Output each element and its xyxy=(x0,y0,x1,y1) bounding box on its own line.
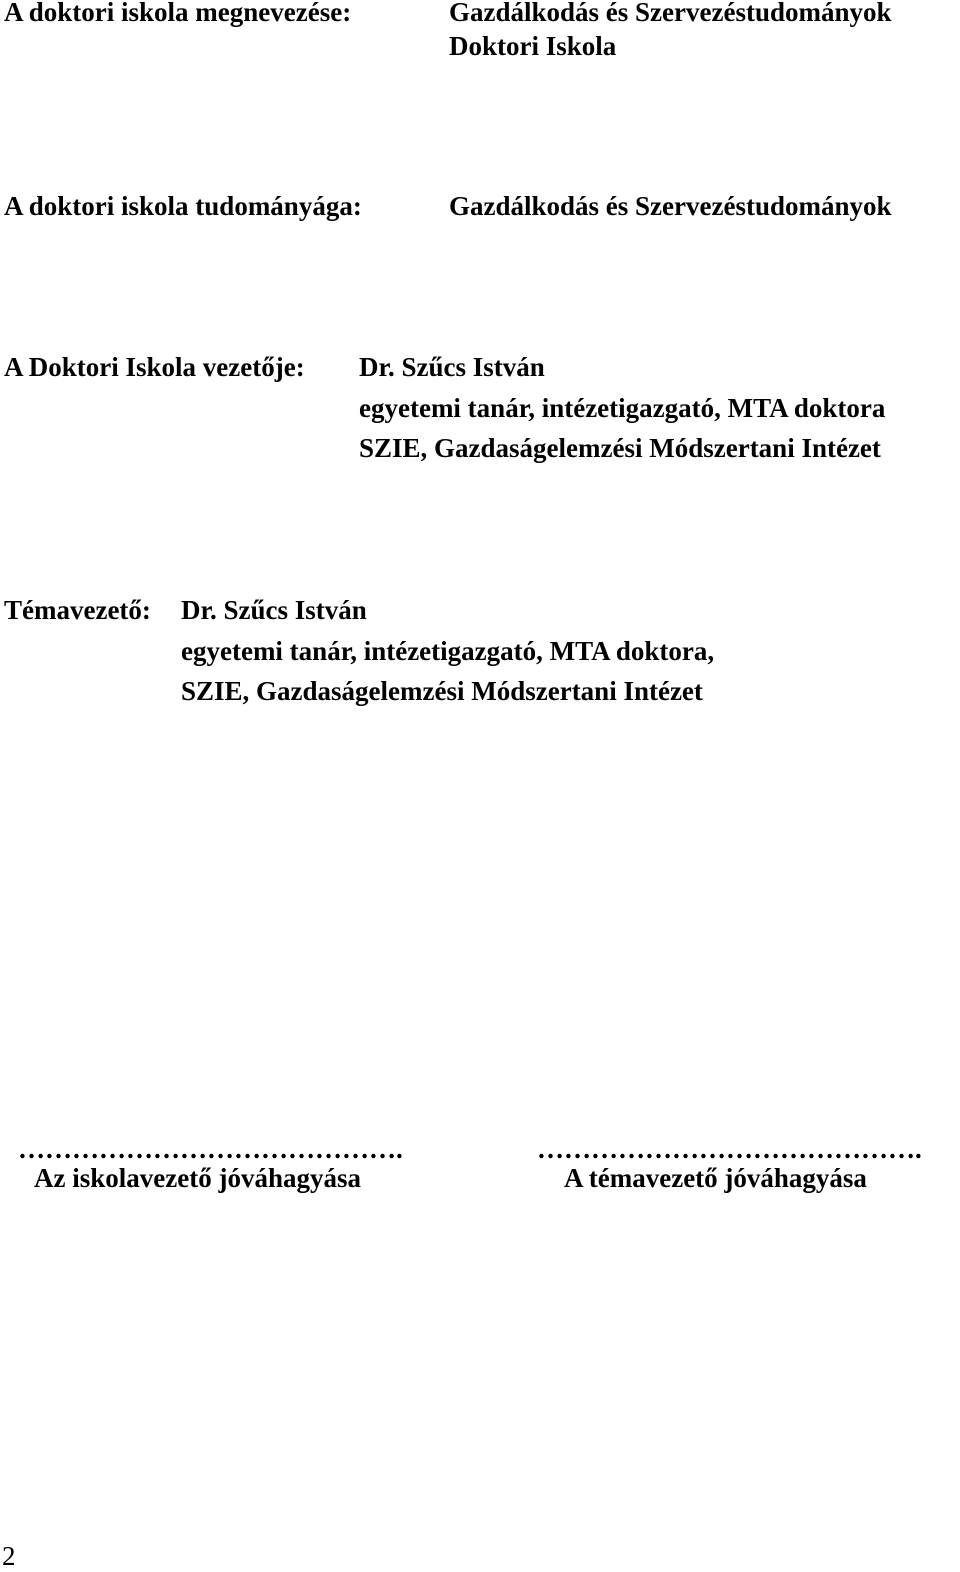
supervisor-approval-label: A témavezető jóváhagyása xyxy=(564,1163,867,1193)
school-head-title: egyetemi tanár, intézetigazgató, MTA doktora xyxy=(359,393,886,423)
school-name-value-line1: Gazdálkodás és Szervezéstudományok xyxy=(449,0,892,27)
school-head-institute: SZIE, Gazdaságelemzési Módszertani Intézet xyxy=(359,433,881,463)
school-head-signature-line: ……………………………………. xyxy=(18,1134,403,1164)
school-head-approval-label: Az iskolavezető jóváhagyása xyxy=(34,1163,361,1193)
page-number: 2 xyxy=(2,1541,16,1571)
supervisor-name: Dr. Szűcs István xyxy=(181,595,367,625)
school-name-label: A doktori iskola megnevezése: xyxy=(4,0,352,27)
supervisor-signature-line: ……………………………………. xyxy=(537,1134,922,1164)
school-head-label: A Doktori Iskola vezetője: xyxy=(4,352,305,382)
school-name-value-line2: Doktori Iskola xyxy=(449,31,617,61)
school-field-value: Gazdálkodás és Szervezéstudományok xyxy=(449,191,892,221)
supervisor-label: Témavezető: xyxy=(4,595,151,625)
supervisor-institute: SZIE, Gazdaságelemzési Módszertani Intézet xyxy=(181,676,703,706)
school-field-label: A doktori iskola tudományága: xyxy=(4,191,362,221)
supervisor-title: egyetemi tanár, intézetigazgató, MTA doktora, xyxy=(181,636,715,666)
school-head-name: Dr. Szűcs István xyxy=(359,352,545,382)
